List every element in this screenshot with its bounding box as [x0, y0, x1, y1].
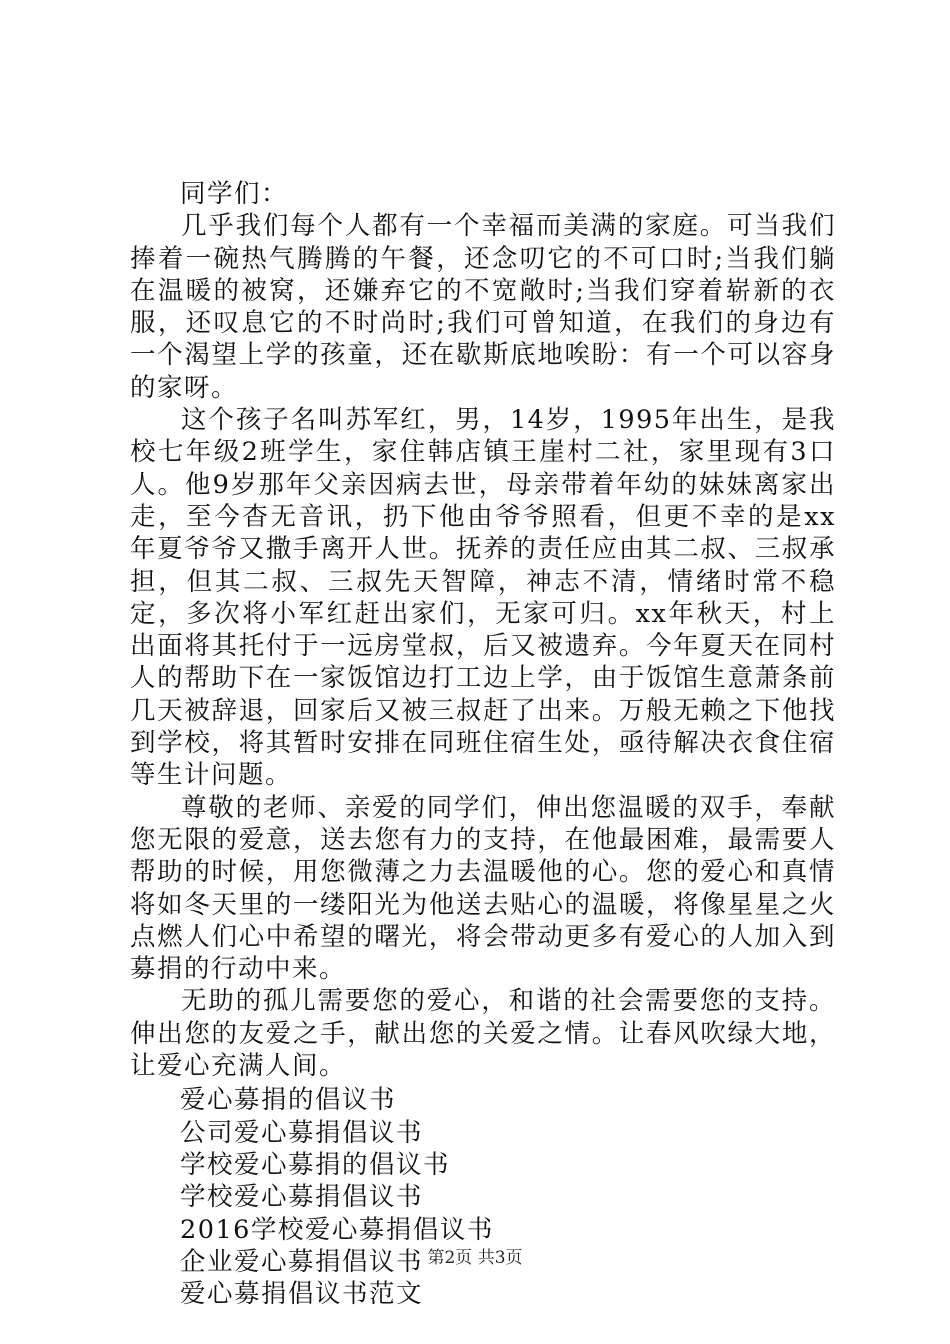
related-link[interactable]: 公司爱心募捐倡议书	[180, 1117, 424, 1148]
paragraph-appeal: 尊敬的老师、亲爱的同学们，伸出您温暖的双手，奉献您无限的爱意，送去您有力的支持，在他最困难，最需要人帮助的时候，用您微薄之力去温暖他的心。您的爱心和真情将如冬天里的一缕阳光为他送去贴心的温暖，将像星星之火点燃人们心中希望的曙光，将会带动更多有爱心的人加入到募捐的行动中来。	[130, 792, 836, 985]
related-link[interactable]: 学校爱心募捐的倡议书	[180, 1149, 451, 1180]
related-link[interactable]: 2016学校爱心募捐倡议书	[180, 1214, 494, 1245]
paragraph-closing: 无助的孤儿需要您的爱心，和谐的社会需要您的支持。伸出您的友爱之手，献出您的关爱之情。让春风吹绿大地，让爱心充满人间。	[130, 986, 836, 1082]
page-number: 第2页 共3页	[427, 1248, 523, 1268]
paragraph-intro: 几乎我们每个人都有一个幸福而美满的家庭。可当我们捧着一碗热气腾腾的午餐，还念叨它的不可口时;当我们躺在温暖的被窝，还嫌弃它的不宽敞时;当我们穿着崭新的衣服，还叹息它的不时尚时;我们可曾知道，在我们的身边有一个渴望上学的孩童，还在歇斯底地唉盼：有一个可以容身的家呀。	[130, 211, 836, 403]
related-link[interactable]: 爱心募捐倡议书范文	[180, 1279, 424, 1310]
paragraph-story: 这个孩子名叫苏军红，男，14岁，1995年出生，是我校七年级2班学生，家住韩店镇王崖村二社，家里现有3口人。他9岁那年父亲因病去世，母亲带着年幼的妹妹离家出走，至今杳无音讯，扔下他由爷爷照看，但更不幸的是xx年夏爷爷又撒手离开人世。抚养的责任应由其二叔、三叔承担，但其二叔、三叔先天智障，神志不清，情绪时常不稳定，多次将小军红赶出家们，无家可归。xx年秋天，村上出面将其托付于一远房堂叔，后又被遗弃。今年夏天在同村人的帮助下在一家饭馆边打工边上学，由于饭馆生意萧条前几天被辞退，回家后又被三叔赶了出来。万般无赖之下他找到学校，将其暂时安排在同班住宿生处，亟待解决衣食住宿等生计问题。	[130, 405, 836, 791]
related-link[interactable]: 爱心募捐的倡议书	[180, 1085, 397, 1116]
related-links-list	[130, 1084, 836, 1310]
related-link[interactable]: 企业爱心募捐倡议书	[180, 1246, 424, 1277]
document-body	[130, 178, 836, 1310]
related-link[interactable]: 学校爱心募捐倡议书	[180, 1182, 424, 1213]
salutation: 同学们：	[180, 179, 289, 209]
